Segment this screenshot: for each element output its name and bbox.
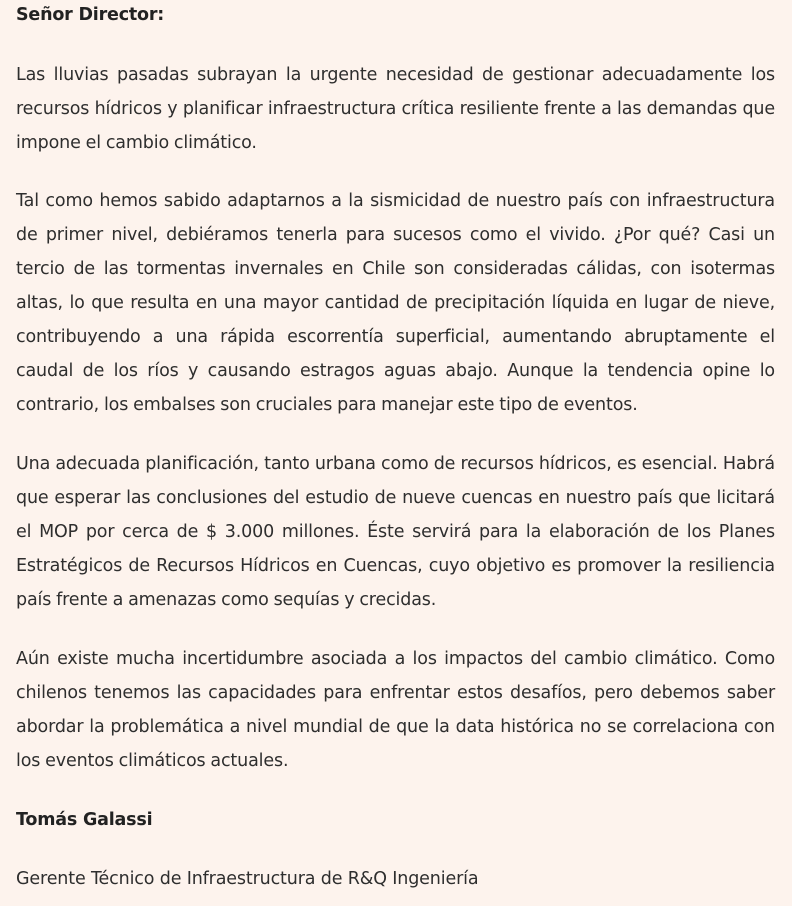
paragraph-1: Las lluvias pasadas subrayan la urgente necesidad de gestionar adecuadamente los recursos hídricos y planificar infraestructura crítica resiliente frente a las demandas que impone el cambio climático.	[16, 65, 775, 153]
paragraph-4: Aún existe mucha incertidumbre asociada a los impactos del cambio climático. Como chilenos tenemos las capacidades para enfrentar estos desafíos, pero debemos saber abordar la problemática a nivel mundial de que la data histórica no se correlaciona con los eventos climáticos actuales.	[16, 649, 775, 771]
salutation: Señor Director:	[16, 5, 165, 25]
paragraph-2: Tal como hemos sabido adaptarnos a la sismicidad de nuestro país con infraestructura de primer nivel, debiéramos tenerla para sucesos como el vivido. ¿Por qué? Casi un tercio de las tormentas invernales en Chile son consideradas cálidas, con isotermas altas, lo que resulta en una mayor cantidad de precipitación líquida en lugar de nieve, contribuyendo a una rápida escorrentía superficial, aumentando abruptamente el caudal de los ríos y causando estragos aguas abajo. Aunque la tendencia opine lo contrario, los embalses son cruciales para manejar este tipo de eventos.	[16, 191, 775, 415]
signature-title: Gerente Técnico de Infraestructura de R&Q Ingeniería	[16, 869, 479, 889]
signature-name: Tomás Galassi	[16, 810, 153, 830]
paragraph-3: Una adecuada planificación, tanto urbana como de recursos hídricos, es esencial. Habrá que esperar las conclusiones del estudio de nueve cuencas en nuestro país que licitará el MOP por cerca de $ 3.000 millones. Éste servirá para la elaboración de los Planes Estratégicos de Recursos Hídricos en Cuencas, cuyo objetivo es promover la resiliencia país frente a amenazas como sequías y crecidas.	[16, 454, 775, 610]
